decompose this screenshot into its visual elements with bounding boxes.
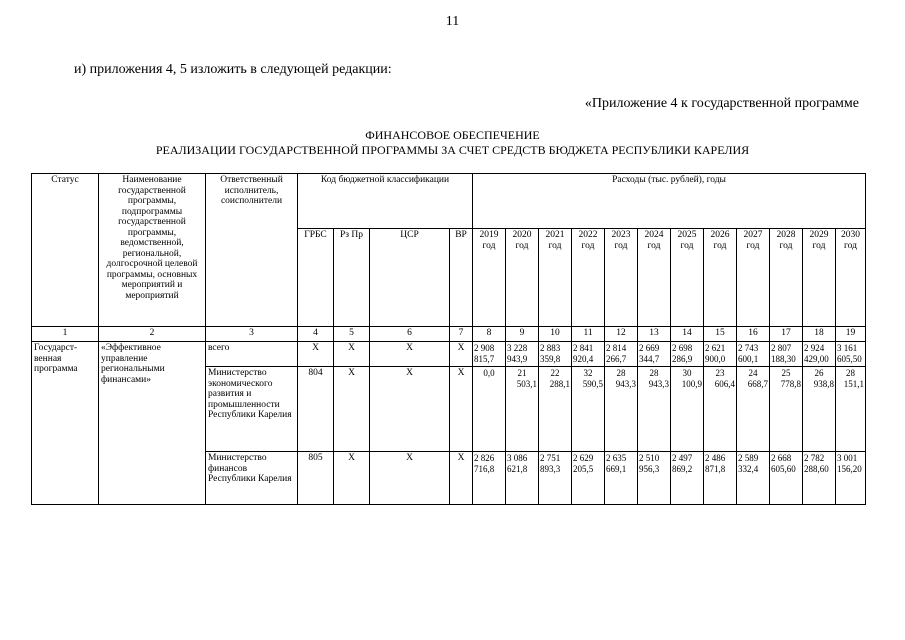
column-number: 7 [450,327,473,342]
page-number: 11 [445,14,460,29]
header-year-2019: 2019 год [473,229,506,327]
column-number: 12 [605,327,638,342]
expense-cell: 28 943,3 [638,367,671,452]
header-csr: ЦСР [370,229,450,327]
column-number: 5 [334,327,370,342]
expense-cell: 2 807 188,30 [770,342,803,367]
expense-cell: 26 938,8 [803,367,836,452]
responsible-cell: всего [206,342,298,367]
expense-cell: 2 908 815,7 [473,342,506,367]
expense-cell: 2 486 871,8 [704,452,737,505]
rzpr-cell: Х [334,452,370,505]
expense-cell: 2 635 669,1 [605,452,638,505]
responsible-cell: Министерство экономического развития и промышленности Республики Карелия [206,367,298,452]
column-number: 16 [737,327,770,342]
expense-cell: 3 086 621,8 [506,452,539,505]
column-number: 17 [770,327,803,342]
header-year-2022: 2022 год [572,229,605,327]
header-budget-code: Код бюджетной классификации [298,174,473,229]
column-number: 6 [370,327,450,342]
header-year-2028: 2028 год [770,229,803,327]
header-year-2025: 2025 год [671,229,704,327]
expense-cell: 2 924 429,00 [803,342,836,367]
header-year-2024: 2024 год [638,229,671,327]
csr-cell: Х [370,342,450,367]
expense-cell: 0,0 [473,367,506,452]
expense-cell: 2 668 605,60 [770,452,803,505]
column-number: 3 [206,327,298,342]
expense-cell: 24 668,7 [737,367,770,452]
header-name: Наименование государственной программы, подпрограммы государственной программы, ведомственной, региональной, долгосрочной целевой программы, основных мероприятий и мероприятий [99,174,206,327]
program-name-cell: «Эффективное управление региональными финансами» [99,342,206,505]
header-expenses: Расходы (тыс. рублей), годы [473,174,866,229]
header-year-2021: 2021 год [539,229,572,327]
expense-cell: 22 288,1 [539,367,572,452]
expense-cell: 21 503,1 [506,367,539,452]
column-number-row [32,327,866,342]
expense-cell: 3 228 943,9 [506,342,539,367]
expense-cell: 2 510 956,3 [638,452,671,505]
header-year-2026: 2026 год [704,229,737,327]
header-vr: ВР [450,229,473,327]
expense-cell: 2 883 359,8 [539,342,572,367]
header-year-2020: 2020 год [506,229,539,327]
expense-cell: 3 161 605,50 [836,342,866,367]
column-number: 14 [671,327,704,342]
appendix-reference: «Приложение 4 к государственной программе [584,96,859,111]
title-line-1: ФИНАНСОВОЕ ОБЕСПЕЧЕНИЕ [365,128,540,142]
expense-cell: 25 778,8 [770,367,803,452]
vr-cell: Х [450,452,473,505]
rzpr-cell: Х [334,367,370,452]
column-number: 19 [836,327,866,342]
budget-table [31,173,866,505]
expense-cell: 2 782 288,60 [803,452,836,505]
column-number: 1 [32,327,99,342]
table-row [32,342,866,367]
expense-cell: 23 606,4 [704,367,737,452]
column-number: 10 [539,327,572,342]
column-number: 11 [572,327,605,342]
rzpr-cell: Х [334,342,370,367]
expense-cell: 2 743 600,1 [737,342,770,367]
grbs-cell: Х [298,342,334,367]
vr-cell: Х [450,367,473,452]
expense-cell: 2 841 920,4 [572,342,605,367]
intro-line: и) приложения 4, 5 изложить в следующей редакции: [74,62,392,77]
column-number: 4 [298,327,334,342]
expense-cell: 2 698 286,9 [671,342,704,367]
expense-cell: 28 151,1 [836,367,866,452]
csr-cell: Х [370,452,450,505]
vr-cell: Х [450,342,473,367]
grbs-cell: 805 [298,452,334,505]
header-row-1 [32,174,866,229]
header-responsible: Ответственный исполнитель, соисполнители [206,174,298,327]
expense-cell: 30 100,9 [671,367,704,452]
expense-cell: 32 590,5 [572,367,605,452]
title-line-2: РЕАЛИЗАЦИИ ГОСУДАРСТВЕННОЙ ПРОГРАММЫ ЗА СЧЕТ СРЕДСТВ БЮДЖЕТА РЕСПУБЛИКИ КАРЕЛИЯ [155,143,750,157]
header-rzpr: Рз Пр [334,229,370,327]
expense-cell: 2 621 900,0 [704,342,737,367]
header-status: Статус [32,174,99,327]
column-number: 13 [638,327,671,342]
responsible-cell: Министерство финансов Республики Карелия [206,452,298,505]
column-number: 18 [803,327,836,342]
column-number: 9 [506,327,539,342]
header-year-2029: 2029 год [803,229,836,327]
header-year-2027: 2027 год [737,229,770,327]
expense-cell: 28 943,3 [605,367,638,452]
header-year-2030: 2030 год [836,229,866,327]
csr-cell: Х [370,367,450,452]
status-cell: Государст-венная программа [32,342,99,505]
expense-cell: 2 497 869,2 [671,452,704,505]
expense-cell: 2 751 893,3 [539,452,572,505]
column-number: 8 [473,327,506,342]
column-number: 15 [704,327,737,342]
header-year-2023: 2023 год [605,229,638,327]
grbs-cell: 804 [298,367,334,452]
expense-cell: 3 001 156,20 [836,452,866,505]
expense-cell: 2 669 344,7 [638,342,671,367]
expense-cell: 2 826 716,8 [473,452,506,505]
expense-cell: 2 629 205,5 [572,452,605,505]
expense-cell: 2 589 332,4 [737,452,770,505]
column-number: 2 [99,327,206,342]
header-grbs: ГРБС [298,229,334,327]
document-title [0,128,905,158]
expense-cell: 2 814 266,7 [605,342,638,367]
